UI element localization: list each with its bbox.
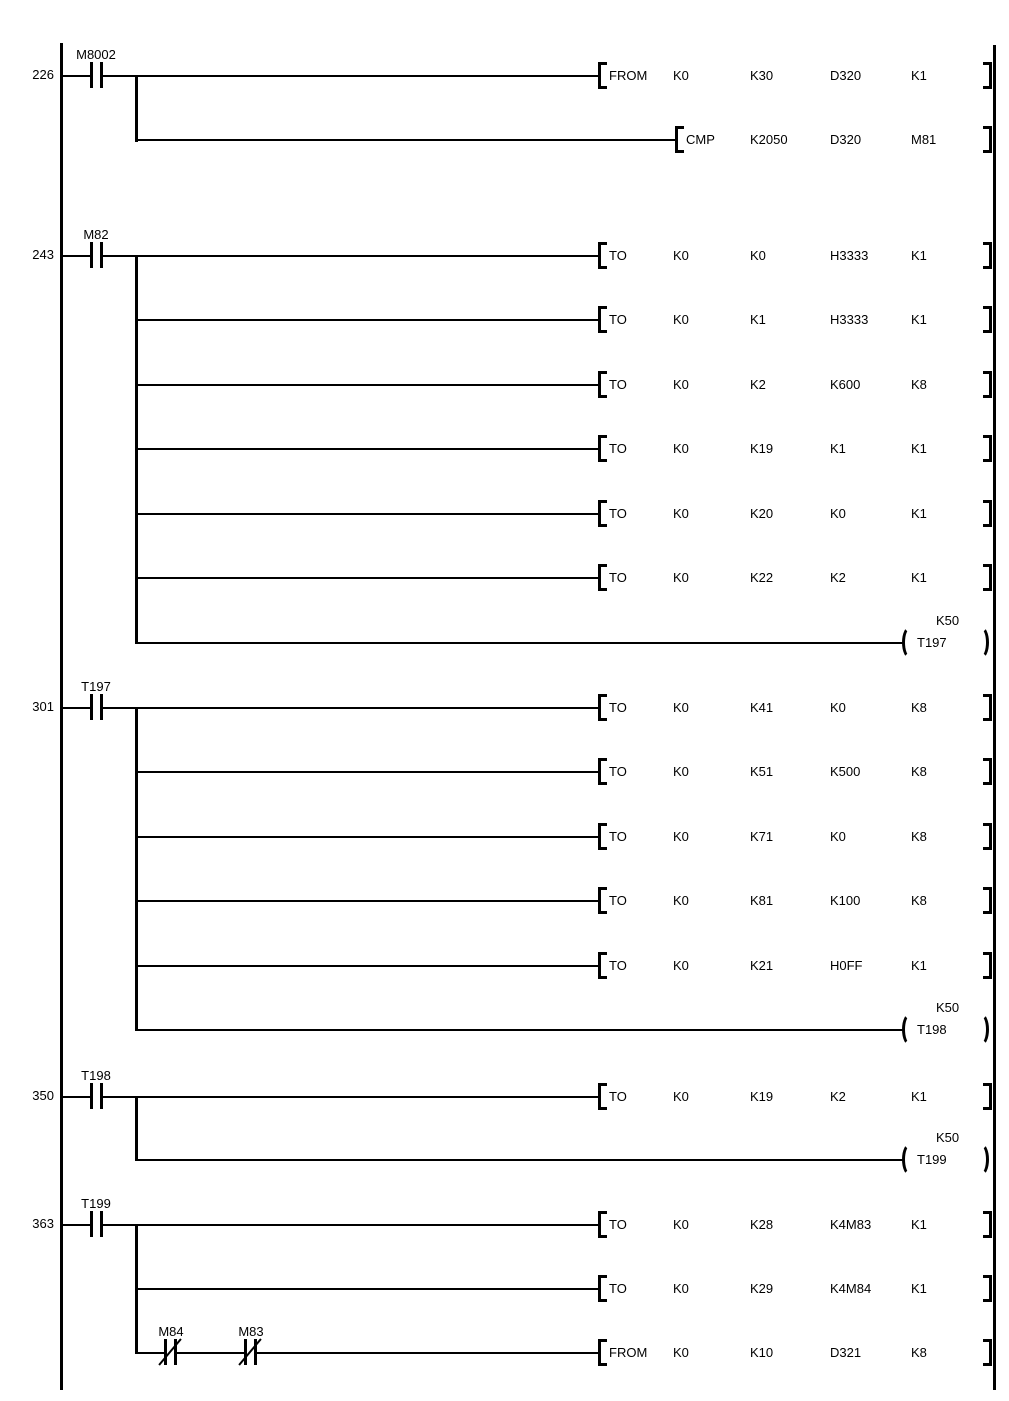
coil-paren-left-icon (902, 1143, 918, 1176)
instruction-param[interactable]: K0 (673, 700, 689, 715)
instruction-param[interactable]: K1 (911, 958, 927, 973)
close-bracket-icon (983, 500, 992, 527)
instruction-param[interactable]: K4M84 (830, 1281, 872, 1296)
close-bracket-icon (983, 564, 992, 591)
instruction-param[interactable]: K0 (673, 1345, 689, 1360)
coil-preset: K50 (936, 1130, 960, 1145)
coil-paren-right-icon (973, 1013, 989, 1046)
instruction-param[interactable]: K10 (750, 1345, 774, 1360)
instruction-param[interactable]: D320 (830, 68, 862, 83)
instruction-param[interactable]: D320 (830, 132, 862, 147)
close-bracket-icon (983, 887, 992, 914)
instruction-param[interactable]: K1 (750, 312, 766, 327)
step-number: 363 (32, 1216, 54, 1231)
rung-line (103, 707, 598, 709)
coil-preset: K50 (936, 613, 960, 628)
instruction-param[interactable]: K2 (750, 377, 766, 392)
close-bracket-icon (983, 306, 992, 333)
timer-coil[interactable]: T197 (917, 635, 947, 650)
rung-line (135, 384, 598, 386)
open-bracket-icon (598, 1275, 607, 1302)
instruction-param[interactable]: K1 (911, 1281, 927, 1296)
instruction-op[interactable]: TO (609, 441, 627, 456)
rung-line (135, 1288, 598, 1290)
rung-line (135, 642, 905, 644)
contact-bar (90, 62, 93, 88)
coil-paren-right-icon (973, 1143, 989, 1176)
open-bracket-icon (598, 952, 607, 979)
instruction-param[interactable]: K0 (673, 1217, 689, 1232)
step-number: 243 (32, 247, 54, 262)
rung-line (135, 1159, 905, 1161)
open-bracket-icon (598, 1339, 607, 1366)
instruction-param[interactable]: M81 (911, 132, 937, 147)
instruction-param[interactable]: K8 (911, 893, 927, 908)
rung-line (135, 900, 598, 902)
instruction-param[interactable]: K600 (830, 377, 861, 392)
rung-line (60, 75, 90, 77)
close-bracket-icon (983, 758, 992, 785)
rung-row (0, 431, 1009, 467)
no-contact[interactable] (90, 1211, 103, 1237)
close-bracket-icon (983, 371, 992, 398)
instruction-param[interactable]: K0 (673, 377, 689, 392)
open-bracket-icon (598, 694, 607, 721)
close-bracket-icon (983, 823, 992, 850)
instruction-op[interactable]: TO (609, 764, 627, 779)
instruction-param[interactable]: K19 (750, 1089, 774, 1104)
contact-label: T197 (81, 679, 111, 694)
instruction-param[interactable]: K1 (830, 441, 846, 456)
instruction-param[interactable]: K41 (750, 700, 774, 715)
instruction-param[interactable]: K1 (911, 506, 927, 521)
instruction-param[interactable]: K1 (911, 1089, 927, 1104)
rung-line (135, 448, 598, 450)
coil-row (0, 613, 1009, 661)
instruction-param[interactable]: D321 (830, 1345, 862, 1360)
close-bracket-icon (983, 126, 992, 153)
rung-line (135, 771, 598, 773)
instruction-param[interactable]: K500 (830, 764, 861, 779)
open-bracket-icon (598, 500, 607, 527)
instruction-param[interactable]: K0 (673, 958, 689, 973)
open-bracket-icon (598, 242, 607, 269)
no-contact[interactable] (90, 242, 103, 268)
no-contact[interactable] (90, 62, 103, 88)
instruction-param[interactable]: K8 (911, 700, 927, 715)
instruction-param[interactable]: K0 (673, 764, 689, 779)
rung-row (0, 47, 1009, 94)
open-bracket-icon (598, 1211, 607, 1238)
rung-row (0, 227, 1009, 274)
contact-bar (244, 1339, 247, 1365)
contact-bar (90, 242, 93, 268)
rung-line (135, 1352, 164, 1354)
instruction-param[interactable]: K51 (750, 764, 774, 779)
instruction-param[interactable]: H3333 (830, 248, 869, 263)
instruction-param[interactable]: H3333 (830, 312, 869, 327)
open-bracket-icon (598, 564, 607, 591)
coil-paren-right-icon (973, 626, 989, 659)
rung-row (0, 754, 1009, 790)
instruction-param[interactable]: K0 (673, 893, 689, 908)
rung-line (135, 1029, 905, 1031)
instruction-param[interactable]: K19 (750, 441, 774, 456)
step-number: 226 (32, 67, 54, 82)
instruction-op[interactable]: TO (609, 700, 627, 715)
coil-preset: K50 (936, 1000, 960, 1015)
rung-row (0, 560, 1009, 596)
instruction-param[interactable]: K0 (673, 312, 689, 327)
rung-line (103, 1224, 598, 1226)
instruction-param[interactable]: K29 (750, 1281, 774, 1296)
no-contact[interactable] (90, 694, 103, 720)
instruction-param[interactable]: K30 (750, 68, 774, 83)
instruction-param[interactable]: K8 (911, 1345, 927, 1360)
instruction-op[interactable]: TO (609, 248, 627, 263)
instruction-param[interactable]: K4M83 (830, 1217, 872, 1232)
open-bracket-icon (675, 126, 684, 153)
contact-bar (90, 1083, 93, 1109)
instruction-op[interactable]: TO (609, 312, 627, 327)
contact-label: M83 (238, 1324, 264, 1339)
rung-line (60, 1096, 90, 1098)
coil-row (0, 1000, 1009, 1048)
step-number: 350 (32, 1088, 54, 1103)
rung-line (135, 577, 598, 579)
instruction-param[interactable]: K0 (830, 829, 846, 844)
instruction-param[interactable]: K0 (673, 1281, 689, 1296)
close-bracket-icon (983, 242, 992, 269)
instruction-param[interactable]: K0 (673, 248, 689, 263)
instruction-param[interactable]: K0 (673, 68, 689, 83)
rung-line (177, 1352, 244, 1354)
rung-row (0, 883, 1009, 919)
instruction-param[interactable]: K0 (830, 506, 846, 521)
rung-row (0, 948, 1009, 984)
contact-label: M84 (158, 1324, 184, 1339)
rung-row (0, 1324, 1009, 1371)
rung-row (0, 1196, 1009, 1243)
timer-coil[interactable]: T199 (917, 1152, 947, 1167)
instruction-param[interactable]: K1 (911, 1217, 927, 1232)
contact-label: M82 (83, 227, 109, 242)
rung-line (135, 836, 598, 838)
nc-contact[interactable] (164, 1339, 177, 1365)
open-bracket-icon (598, 435, 607, 462)
instruction-param[interactable]: K2 (830, 1089, 846, 1104)
contact-bar (90, 694, 93, 720)
instruction-param[interactable]: K0 (830, 700, 846, 715)
rung-line (135, 965, 598, 967)
rung-row (0, 1271, 1009, 1307)
rung-line (135, 319, 598, 321)
instruction-op[interactable]: FROM (609, 68, 648, 83)
close-bracket-icon (983, 1083, 992, 1110)
instruction-param[interactable]: K8 (911, 377, 927, 392)
instruction-param[interactable]: K0 (673, 506, 689, 521)
coil-paren-left-icon (902, 1013, 918, 1046)
instruction-op[interactable]: CMP (686, 132, 715, 147)
instruction-param[interactable]: K1 (911, 312, 927, 327)
rung-line (257, 1352, 598, 1354)
rung-row (0, 122, 1009, 158)
rung-row (0, 367, 1009, 403)
rung-line (135, 139, 675, 141)
instruction-param[interactable]: K28 (750, 1217, 774, 1232)
instruction-op[interactable]: TO (609, 1217, 627, 1232)
instruction-op[interactable]: TO (609, 1089, 627, 1104)
instruction-op[interactable]: FROM (609, 1345, 648, 1360)
close-bracket-icon (983, 62, 992, 89)
contact-label: T199 (81, 1196, 111, 1211)
instruction-param[interactable]: K21 (750, 958, 774, 973)
close-bracket-icon (983, 1211, 992, 1238)
instruction-param[interactable]: K1 (911, 248, 927, 263)
rung-line (60, 255, 90, 257)
instruction-op[interactable]: TO (609, 506, 627, 521)
rung-line (60, 707, 90, 709)
instruction-op[interactable]: TO (609, 893, 627, 908)
contact-bar (90, 1211, 93, 1237)
instruction-param[interactable]: K8 (911, 764, 927, 779)
close-bracket-icon (983, 1339, 992, 1366)
instruction-param[interactable]: K20 (750, 506, 774, 521)
open-bracket-icon (598, 758, 607, 785)
timer-coil[interactable]: T198 (917, 1022, 947, 1037)
rung-line (103, 255, 598, 257)
close-bracket-icon (983, 952, 992, 979)
open-bracket-icon (598, 823, 607, 850)
instruction-param[interactable]: K1 (911, 441, 927, 456)
instruction-op[interactable]: TO (609, 958, 627, 973)
instruction-param[interactable]: K100 (830, 893, 861, 908)
instruction-param[interactable]: K8 (911, 829, 927, 844)
instruction-param[interactable]: K81 (750, 893, 774, 908)
instruction-param[interactable]: K0 (673, 1089, 689, 1104)
rung-row (0, 679, 1009, 726)
instruction-param[interactable]: K22 (750, 570, 774, 585)
rung-row (0, 819, 1009, 855)
contact-bar (164, 1339, 167, 1365)
step-number: 301 (32, 699, 54, 714)
contact-label: T198 (81, 1068, 111, 1083)
instruction-op[interactable]: TO (609, 1281, 627, 1296)
instruction-op[interactable]: TO (609, 570, 627, 585)
instruction-param[interactable]: K0 (673, 441, 689, 456)
no-contact[interactable] (90, 1083, 103, 1109)
close-bracket-icon (983, 435, 992, 462)
instruction-param[interactable]: K1 (911, 68, 927, 83)
nc-contact[interactable] (244, 1339, 257, 1365)
instruction-op[interactable]: TO (609, 829, 627, 844)
instruction-op[interactable]: TO (609, 377, 627, 392)
rung-line (103, 1096, 598, 1098)
instruction-param[interactable]: K2050 (750, 132, 788, 147)
rung-line (103, 75, 598, 77)
rung-row (0, 1068, 1009, 1115)
close-bracket-icon (983, 694, 992, 721)
instruction-param[interactable]: K1 (911, 570, 927, 585)
open-bracket-icon (598, 306, 607, 333)
instruction-param[interactable]: H0FF (830, 958, 863, 973)
close-bracket-icon (983, 1275, 992, 1302)
rung-line (135, 513, 598, 515)
contact-label: M8002 (76, 47, 116, 62)
instruction-param[interactable]: K71 (750, 829, 774, 844)
instruction-param[interactable]: K2 (830, 570, 846, 585)
rung-row (0, 302, 1009, 338)
rung-row (0, 496, 1009, 532)
instruction-param[interactable]: K0 (750, 248, 766, 263)
rung-line (60, 1224, 90, 1226)
instruction-param[interactable]: K0 (673, 570, 689, 585)
open-bracket-icon (598, 371, 607, 398)
coil-row (0, 1130, 1009, 1178)
instruction-param[interactable]: K0 (673, 829, 689, 844)
coil-paren-left-icon (902, 626, 918, 659)
open-bracket-icon (598, 1083, 607, 1110)
open-bracket-icon (598, 887, 607, 914)
open-bracket-icon (598, 62, 607, 89)
